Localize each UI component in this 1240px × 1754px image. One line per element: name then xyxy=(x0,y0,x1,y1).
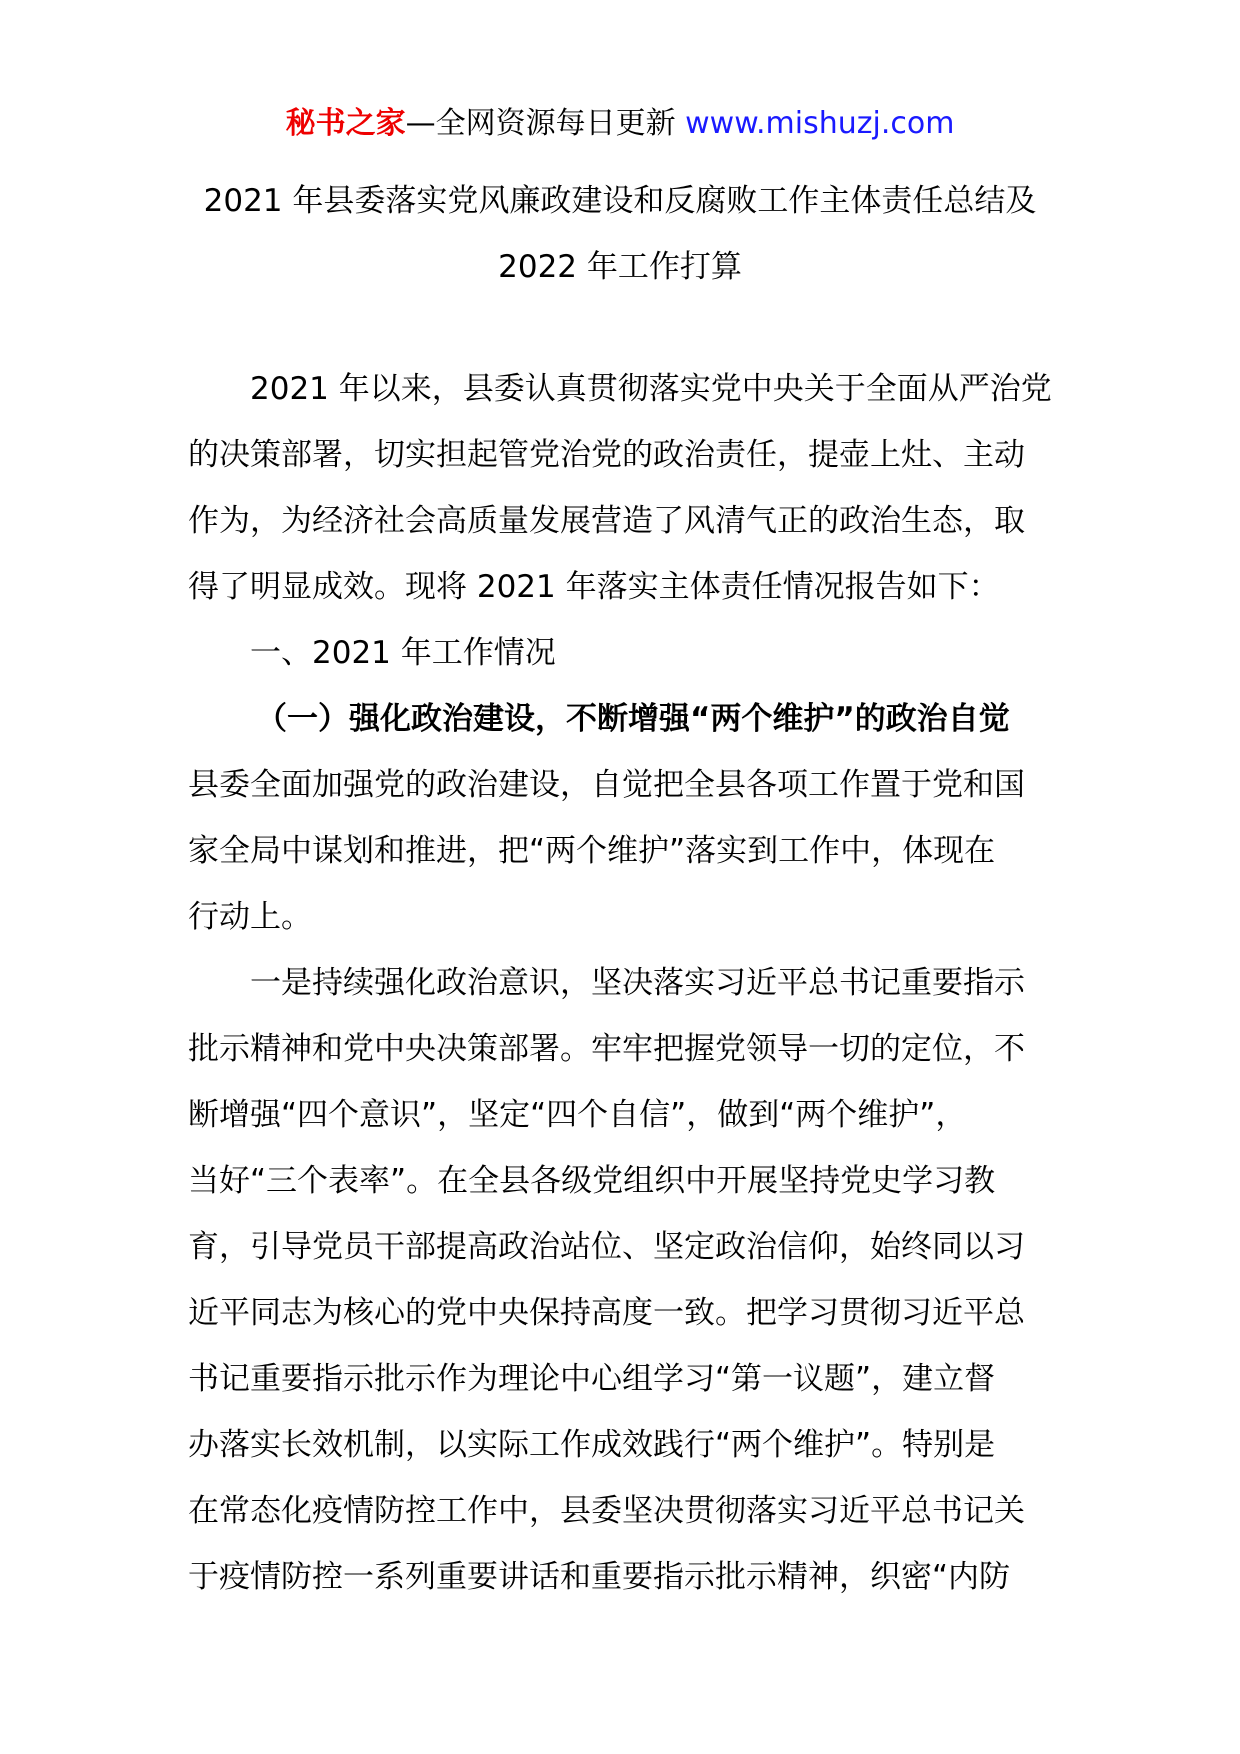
brand-name: 秘书之家 xyxy=(285,106,406,141)
paragraph-line: 近平同志为核心的党中央保持高度一致。把学习贯彻习近平总 xyxy=(188,1295,1025,1331)
subsection-heading: （一）强化政治建设，不断增强“两个维护”的政治自觉 xyxy=(256,701,1010,737)
paragraph-line: 2021 年以来，县委认真贯彻落实党中央关于全面从严治党 xyxy=(250,371,1052,407)
paragraph-line: 育，引导党员干部提高政治站位、坚定政治信仰，始终同以习 xyxy=(188,1229,1025,1265)
paragraph-line: 作为，为经济社会高质量发展营造了风清气正的政治生态，取 xyxy=(188,503,1025,539)
paragraph-line: 在常态化疫情防控工作中，县委坚决贯彻落实习近平总书记关 xyxy=(188,1493,1025,1529)
paragraph-line: 于疫情防控一系列重要讲话和重要指示批示精神，织密“内防 xyxy=(188,1559,1011,1595)
paragraph-line: 的决策部署，切实担起管党治党的政治责任，提壶上灶、主动 xyxy=(188,437,1025,473)
paragraph-line: 批示精神和党中央决策部署。牢牢把握党领导一切的定位，不 xyxy=(188,1031,1025,1067)
section-heading: 一、2021 年工作情况 xyxy=(250,635,556,671)
paragraph-line: 县委全面加强党的政治建设，自觉把全县各项工作置于党和国 xyxy=(188,767,1025,803)
title-line-2: 2022 年工作打算 xyxy=(498,249,742,285)
paragraph-line: 办落实长效机制，以实际工作成效践行“两个维护”。特别是 xyxy=(188,1427,996,1463)
paragraph-line: 断增强“四个意识”，坚定“四个自信”，做到“两个维护”， xyxy=(188,1097,967,1133)
site-url-link[interactable]: www.mishuzj.com xyxy=(685,106,955,141)
site-header xyxy=(0,100,1240,148)
paragraph-line: 书记重要指示批示作为理论中心组学习“第一议题”，建立督 xyxy=(188,1361,996,1397)
header-tagline: —全网资源每日更新 xyxy=(405,106,686,141)
document-title xyxy=(0,168,1240,300)
paragraph-line: 得了明显成效。现将 2021 年落实主体责任情况报告如下： xyxy=(188,569,1000,605)
title-line-1: 2021 年县委落实党风廉政建设和反腐败工作主体责任总结及 xyxy=(203,183,1037,219)
paragraph-line: 行动上。 xyxy=(188,899,312,935)
paragraph-line: 一是持续强化政治意识，坚决落实习近平总书记重要指示 xyxy=(250,965,1025,1001)
document-body xyxy=(188,356,1068,1610)
paragraph-line: 家全局中谋划和推进，把“两个维护”落实到工作中，体现在 xyxy=(188,833,996,869)
paragraph-line: 当好“三个表率”。在全县各级党组织中开展坚持党史学习教 xyxy=(188,1163,996,1199)
